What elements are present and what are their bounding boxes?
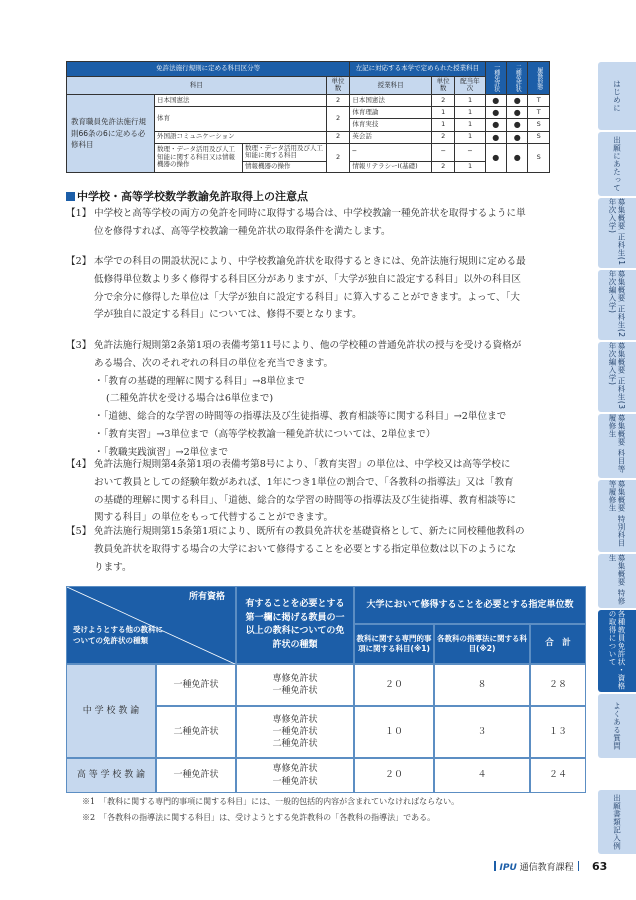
sub-course: 授業科目 bbox=[350, 77, 432, 95]
page-footer bbox=[490, 860, 607, 873]
bullet-item: ・「教職実践演習」→2単位まで bbox=[94, 446, 229, 458]
paragraph-line: 免許法施行規則第2条第1項の表備考第11号により、他の学校種の普通免許状の授与を受ける資格が bbox=[94, 340, 522, 351]
subject-cell: 日本国憲法 bbox=[155, 94, 327, 106]
side-tab-label: 募集概要 科目等履修生 bbox=[608, 414, 626, 473]
course-units-cell: 2 bbox=[431, 161, 455, 172]
year-cell: 1 bbox=[455, 107, 485, 119]
course-units-cell: 1 bbox=[431, 107, 455, 119]
mode-cell: T bbox=[528, 94, 550, 106]
paragraph-line: おいて教員としての経験年数があれば、1年につき1単位の割合で、「各教科の指導法」又は「教育 bbox=[94, 476, 514, 488]
paragraph-number: 【3】 bbox=[66, 340, 92, 351]
mark-cell: ● bbox=[507, 119, 528, 131]
sub-subject: 科目 bbox=[67, 77, 327, 95]
bullet-item: ・「教育の基礎的理解に関する科目」→8単位まで bbox=[94, 375, 305, 387]
course-cell: ─ bbox=[350, 143, 432, 161]
side-tab-special-student[interactable] bbox=[598, 554, 636, 608]
subject-table bbox=[66, 61, 550, 173]
units-a-cell: １０ bbox=[354, 706, 434, 758]
page-number: 63 bbox=[592, 860, 608, 873]
course-cell: 英会話 bbox=[350, 131, 432, 143]
year-cell: 1 bbox=[455, 94, 485, 106]
course-cell: 体育実技 bbox=[350, 119, 432, 131]
footer-label: 通信教育課程 bbox=[519, 863, 574, 873]
side-tab-teaching-license[interactable] bbox=[598, 610, 636, 692]
course-cell: 体育理論 bbox=[350, 107, 432, 119]
first-column-header: 有することを必要とする第一欄に掲げる教員の一以上の教科についての免許状の種類 bbox=[236, 586, 354, 664]
side-tab-label: 各種教員免許状・資格の取得について bbox=[608, 610, 626, 690]
square-bullet-icon bbox=[66, 192, 75, 201]
note-paragraph-3 bbox=[66, 337, 586, 462]
required-units-table bbox=[66, 586, 586, 793]
paragraph-line: 低修得単位数より多く修得する科目区分がありますが、「大学が独自に設定する科目」以外の科目区 bbox=[94, 273, 521, 285]
note-paragraph-2 bbox=[66, 253, 586, 324]
paragraph-number: 【4】 bbox=[66, 459, 92, 470]
side-tab-introduction[interactable] bbox=[598, 62, 636, 130]
side-tab-form-examples[interactable] bbox=[598, 790, 636, 854]
side-tab-faq[interactable] bbox=[598, 694, 636, 758]
side-tab-label: 出願書類記入例 bbox=[612, 794, 622, 850]
subject-cell: 外国語コミュニケーション bbox=[155, 131, 327, 143]
side-tab-application[interactable] bbox=[598, 132, 636, 196]
mark-cell: ● bbox=[485, 107, 506, 119]
owned-license: 一種免許状 bbox=[272, 776, 318, 787]
mark-cell: ● bbox=[485, 94, 506, 106]
paragraph-line: の基礎的理解に関する科目」、「道徳、総合的な学習の時間等の指導法及び生徒指導、教育相談等に bbox=[94, 494, 517, 506]
owned-license: 一種免許状 bbox=[272, 726, 318, 737]
owned-license: 二種免許状 bbox=[272, 739, 318, 750]
subject-cell: 数理・データ活用及び人工知能に関する科目又は情報機器の操作 bbox=[155, 143, 243, 172]
bullet-item: ・「道徳、総合的な学習の時間等の指導法及び生徒指導、教育相談等に関する科目」→2単位まで bbox=[94, 411, 507, 423]
side-tab-label: はじめに bbox=[612, 80, 622, 112]
paragraph-line: 学が独自に設定する科目」については、修得不要となります。 bbox=[94, 309, 362, 321]
mark-cell: ● bbox=[507, 143, 528, 172]
footnote-2: ※2 「各教科の指導法に関する科目」は、受けようとする免許教科の「各教科の指導法」である。 bbox=[82, 813, 436, 822]
divider bbox=[494, 861, 496, 871]
mark-cell: ● bbox=[507, 94, 528, 106]
row-group-high-school: 高 等 学 校 教 諭 bbox=[66, 758, 156, 793]
side-tab-label: 募集概要 正科生(3年次編入学) bbox=[608, 342, 626, 410]
units-b-cell: ３ bbox=[434, 706, 530, 758]
owned-license: 一種免許状 bbox=[272, 686, 318, 696]
license-type-cell: 二種免許状 bbox=[156, 706, 236, 758]
course-units-cell: ─ bbox=[431, 143, 455, 161]
units-cell: 2 bbox=[326, 143, 350, 172]
paragraph-number: 【2】 bbox=[66, 256, 92, 267]
owned-license: 専修免許状 bbox=[272, 673, 318, 684]
col-a-header: 教科に関する専門的事項に関する科目(※1) bbox=[354, 624, 434, 664]
paragraph-line: 教員免許状を取得する場合の大学において修得することを必要とする指定単位数は以下のようにな bbox=[94, 543, 517, 555]
side-tab-label: 募集概要 正科生(1年次入学) bbox=[608, 198, 626, 266]
paragraph-line: 関する科目」の単位をもって代替することができます。 bbox=[94, 512, 334, 524]
year-cell: 1 bbox=[455, 131, 485, 143]
mark-cell: ● bbox=[485, 119, 506, 131]
paragraph-line: ります。 bbox=[94, 561, 132, 573]
required-header: 大学において修得することを必要とする指定単位数 bbox=[354, 586, 586, 624]
mode-cell: S bbox=[528, 119, 550, 131]
sub-units2: 単位数 bbox=[431, 77, 455, 95]
course-units-cell: 2 bbox=[431, 94, 455, 106]
section-title-text: 中学校・高等学校数学教諭免許取得上の注意点 bbox=[77, 190, 308, 203]
paragraph-number: 【1】 bbox=[66, 208, 92, 219]
units-total-cell: ２８ bbox=[530, 664, 586, 706]
units-b-cell: ４ bbox=[434, 758, 530, 793]
header-col3: 履修形態 bbox=[528, 62, 550, 95]
mark-cell: ● bbox=[485, 131, 506, 143]
category-cell: 教育職員免許法施行規則66条の6に定める必修科目 bbox=[67, 94, 155, 172]
header-left: 免許法施行規則に定める科目区分等 bbox=[67, 62, 350, 77]
paragraph-number: 【5】 bbox=[66, 526, 92, 537]
subject-sub-cell: 情報機器の操作 bbox=[243, 161, 327, 172]
mode-cell: S bbox=[528, 143, 550, 172]
mode-cell: T bbox=[528, 107, 550, 119]
receive-label: 受けようとする他の教科についての免許状の種類 bbox=[73, 625, 163, 645]
col-total-header: 合 計 bbox=[530, 624, 586, 664]
side-tab-label: 募集概要 特修生 bbox=[608, 554, 626, 605]
side-tab-regular-2nd-year[interactable] bbox=[598, 270, 636, 340]
section-title bbox=[66, 188, 308, 204]
mark-cell: ● bbox=[507, 107, 528, 119]
note-paragraph-4 bbox=[66, 456, 586, 527]
mark-cell: ● bbox=[507, 131, 528, 143]
subject-cell: 体育 bbox=[155, 107, 327, 131]
course-cell: 情報リテラシーⅠ(基礎) bbox=[350, 161, 432, 172]
paragraph-line: 免許法施行規則第15条第1項により、既所有の教員免許状を基礎資格として、新たに同校種他教科の bbox=[94, 526, 525, 537]
header-col1: 一種免許状 bbox=[485, 62, 506, 95]
sub-year: 配当年次 bbox=[455, 77, 485, 95]
side-tab-course-auditor[interactable] bbox=[598, 414, 636, 478]
footnote-1: ※1 「教科に関する専門的事項に関する科目」には、一般的包括的内容が含まれていなければならない。 bbox=[82, 797, 460, 806]
owned-license: 専修免許状 bbox=[272, 714, 318, 725]
side-tab-special-auditor[interactable] bbox=[598, 480, 636, 552]
sub-units: 単位数 bbox=[326, 77, 350, 95]
units-total-cell: ２４ bbox=[530, 758, 586, 793]
paragraph-line: 本学での科目の開設状況により、中学校教諭免許状を取得するときには、免許法施行規則に定める最 bbox=[94, 256, 526, 267]
course-cell: 日本国憲法 bbox=[350, 94, 432, 106]
header-mid: 左記に対応する本学で定められた授業科目 bbox=[350, 62, 485, 77]
year-cell: 1 bbox=[455, 161, 485, 172]
side-tab-label: 募集概要 特別科目等履修生 bbox=[608, 480, 626, 547]
units-a-cell: ２０ bbox=[354, 758, 434, 793]
license-type-cell: 一種免許状 bbox=[156, 758, 236, 793]
units-cell: 2 bbox=[326, 94, 350, 106]
bullet-item: ・「教育実習」→3単位まで（高等学校教諭一種免許状については、2単位まで） bbox=[94, 428, 436, 440]
course-units-cell: 1 bbox=[431, 119, 455, 131]
owned-license-cell bbox=[236, 706, 354, 758]
mark-cell: ● bbox=[485, 143, 506, 172]
bullet-subitem: (二種免許状を受ける場合は6単位まで) bbox=[106, 393, 274, 405]
paragraph-line: 分で余分に修得した単位は「大学が独自に設定する科目」に算入することができます。よって、「大 bbox=[94, 291, 520, 303]
mode-cell: S bbox=[528, 131, 550, 143]
note-paragraph-5 bbox=[66, 523, 586, 576]
units-cell: 2 bbox=[326, 131, 350, 143]
header-corner bbox=[66, 586, 236, 664]
year-cell: ─ bbox=[455, 143, 485, 161]
side-tab-label: よくある質問 bbox=[612, 702, 622, 750]
side-tab-regular-1st-year[interactable] bbox=[598, 198, 636, 268]
owned-license: 専修免許状 bbox=[272, 764, 318, 775]
brand-logo: IPU bbox=[499, 863, 517, 873]
year-cell: 1 bbox=[455, 119, 485, 131]
side-tab-label: 募集概要 正科生(2年次編入学) bbox=[608, 270, 626, 338]
subject-sub-cell: 数理・データ活用及び人工知能に関する科目 bbox=[243, 143, 327, 161]
paragraph-line: 免許法施行規則第4条第1項の表備考第8号により、「教育実習」の単位は、中学校又は高等学校に bbox=[94, 459, 511, 470]
owned-license-cell bbox=[236, 664, 354, 706]
divider bbox=[578, 861, 580, 871]
side-tab-regular-3rd-year[interactable] bbox=[598, 342, 636, 412]
units-a-cell: ２０ bbox=[354, 664, 434, 706]
paragraph-line: 中学校と高等学校の両方の免許を同時に取得する場合は、中学校教諭一種免許状を取得するように単 bbox=[94, 208, 526, 219]
units-total-cell: １３ bbox=[530, 706, 586, 758]
course-units-cell: 2 bbox=[431, 131, 455, 143]
owned-license-cell bbox=[236, 758, 354, 793]
header-col2: 二種免許状 bbox=[507, 62, 528, 95]
note-paragraph-1 bbox=[66, 205, 586, 241]
side-tab-label: 出願にあたって bbox=[612, 136, 622, 192]
units-b-cell: ８ bbox=[434, 664, 530, 706]
paragraph-line: ある場合、次のそれぞれの科目の単位を充当できます。 bbox=[94, 357, 334, 369]
owned-label: 所有資格 bbox=[188, 592, 225, 602]
units-cell: 2 bbox=[326, 107, 350, 131]
license-type-cell: 一種免許状 bbox=[156, 664, 236, 706]
paragraph-line: 位を修得すれば、高等学校教諭一種免許状の取得条件を満たします。 bbox=[94, 225, 391, 237]
col-b-header: 各教科の指導法に関する科目(※2) bbox=[434, 624, 530, 664]
row-group-junior-high: 中 学 校 教 諭 bbox=[66, 664, 156, 758]
